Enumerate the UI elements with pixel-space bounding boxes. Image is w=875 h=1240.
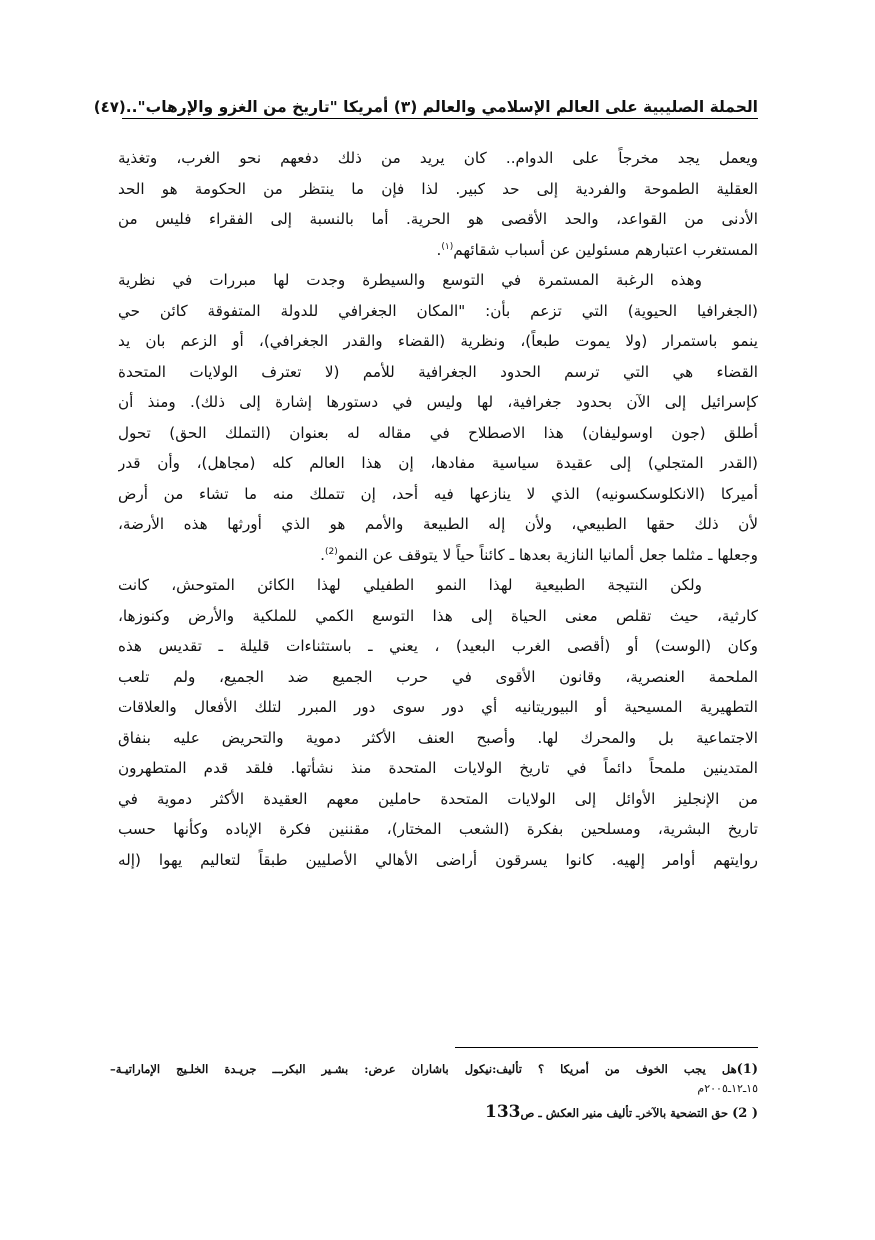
text-line: المستغرب اعتبارهم مسئولين عن أسباب شقائهم$^{(١)}$. bbox=[436, 240, 758, 259]
footnote-page: 133 bbox=[485, 1102, 521, 1122]
footnote-1 bbox=[110, 1062, 758, 1082]
text-line: تاريخ البشرية، ومسلحين بفكرة (الشعب المختار)، مقننين فكرة الإباده وكأنها حسب bbox=[118, 820, 758, 838]
footnote-ref-2[interactable]: (2) bbox=[325, 546, 338, 557]
running-header bbox=[93, 88, 758, 116]
footnotes bbox=[110, 1062, 758, 1126]
text-line: أميركا (الانكلوسكسونيه) الذي لا ينازعها فيه أحد، إن تتملك منه ما تشاء من أرض bbox=[118, 484, 758, 503]
text-line: الملحمة العنصرية، وقانون الأقوى في حرب الجميع ضد الجميع، ولم تلعب bbox=[118, 667, 758, 686]
text-line: ويعمل يجد مخرجاً على الدوام.. كان يريد من ذلك دفعهم نحو الغرب، وتغذية bbox=[118, 149, 758, 167]
text-line: لأن ذلك حقها الطبيعي، ولأن إله الطبيعة والأمم هو الذي أورثها هذه الأرضة، bbox=[118, 515, 758, 533]
text-line: الأدنى من القواعد، والحد الأقصى هو الحرية. أما بالنسبة إلى الفقراء فليس من bbox=[118, 210, 758, 228]
footnote-number: (1) bbox=[736, 1062, 758, 1077]
header-divider bbox=[122, 118, 758, 119]
footnote-text: حق التضحية بالآخرـ تأليف منير العكش ـ ص bbox=[520, 1106, 729, 1120]
footnote-divider bbox=[455, 1047, 758, 1048]
footnote-1-date: ١٥ـ١٢ـ٢٠٠٥م bbox=[697, 1082, 758, 1095]
footnote-2 bbox=[110, 1102, 758, 1126]
page-number: (٤٧) bbox=[93, 98, 126, 116]
text-line: الاجتماعية بل والمحرك لها. وأصبح العنف الأكثر دموية والتحريض عليه بنفاق bbox=[118, 728, 758, 747]
text-line: أطلق (جون اوسوليفان) هذا الاصطلاح في مقاله له بعنوان (التملك الحق) تحول bbox=[118, 423, 758, 442]
text-line: روايتهم أوامر إلهيه. كانوا يسرقون أراضى الأهالي الأصليين طبقاً لتعاليم يهوا (إله bbox=[118, 850, 758, 869]
footnote-ref-1[interactable]: (١) bbox=[441, 241, 454, 252]
text-line: كارثية، حيث تقلص معنى الحياة إلى هذا التوسع الكمي للملكية والأرض وكنوزها، bbox=[118, 606, 758, 625]
text-line: المتدينين ملمحاً دائماً في تاريخ الولايات المتحدة منذ نشأتها. فلقد قدم المتطهرون bbox=[118, 759, 758, 777]
footnote-text: هل يجب الخوف من أمريكا ؟ تأليف:نيكول باشاران عرض: بشـير البكرـــ جريـدة الخلـيج الإماراتيـة– bbox=[110, 1062, 737, 1076]
text-line: كإسرائيل إلى الآن بحدود جغرافية، لها وليس في دستورها إشارة إلى ذلك). ومنذ أن bbox=[118, 393, 758, 411]
text-line: (الجغرافيا الحيوية) التي تزعم بأن: "المكان الجغرافي للدولة المتفوقة كائن حي bbox=[118, 301, 758, 320]
text-line: وكان (الوست) أو (أقصى الغرب البعيد) ، يعني ـ باستثناءات قليلة ـ تقديس هذه bbox=[118, 637, 758, 655]
body-text bbox=[118, 143, 758, 875]
text-line: القضاء هي التي ترسم الحدود الجغرافية للأمم (لا تعترف الولايات المتحدة bbox=[118, 362, 758, 381]
text-line: (القدر المتجلي) إلى عقيدة سياسية مفادها، إن هذا العالم كله (مجاهل)، وأن قدر bbox=[118, 454, 758, 472]
footnote-number: ( 2) bbox=[732, 1106, 758, 1121]
text-line: التطهيرية المسيحية أو البيوريتانيه أي دور سوى دور المبرر لتلك الأفعال والعلاقات bbox=[118, 698, 758, 716]
text-line: العقلية الطموحة والفردية إلى حد كبير. لذا فإن ما ينتظر من الحكومة هو الحد bbox=[118, 179, 758, 198]
text-line: وجعلها ـ مثلما جعل ألمانيا النازية بعدها ـ كائناً حياً لا يتوقف عن النمو$^{(2)}$. bbox=[320, 545, 758, 564]
text-line: من الإنجليز الأوائل إلى الولايات المتحدة حاملين معهم العقيدة الأكثر دموية في bbox=[118, 789, 758, 808]
header-title: الحملة الصليبية على العالم الإسلامي والعالم (٣) أمريكا "تاريخ من الغزو والإرهاب".. bbox=[125, 98, 758, 116]
text-line: وهذه الرغبة المستمرة في التوسع والسيطرة وجدت لها مبررات في نظرية bbox=[118, 271, 702, 289]
text-line: ينمو باستمرار (ولا يموت طبعاً)، ونظرية (القضاء والقدر الجغرافي)، أو الزعم بان يد bbox=[118, 332, 758, 350]
text-line: ولكن النتيجة الطبيعية لهذا النمو الطفيلي لهذا الكائن المتوحش، كانت bbox=[118, 576, 702, 594]
